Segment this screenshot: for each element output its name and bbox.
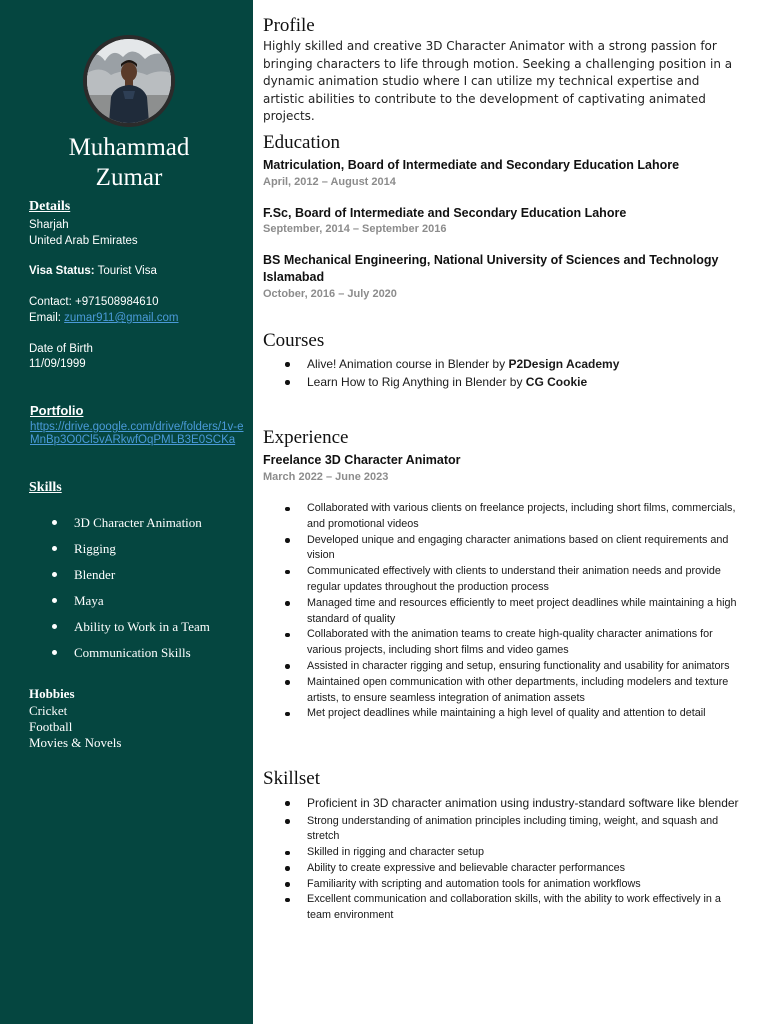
course-org: CG Cookie <box>525 375 588 389</box>
skill-item <box>52 618 210 644</box>
experience-bullet <box>285 675 740 707</box>
experience-heading: Experience <box>263 427 349 448</box>
email-link[interactable]: zumar911@gmail.com <box>64 312 179 324</box>
experience-bullet <box>285 501 740 533</box>
experience-bullet-text: Managed time and resources efficiently to meet project deadlines while maintaining a high standard of quality <box>307 596 737 625</box>
skillset-text: Ability to create expressive and believable character performances <box>307 861 626 874</box>
skillset-text: Excellent communication and collaboration skills, with the ability to work effectively in a team environment <box>307 893 721 922</box>
experience-bullet-text: Developed unique and engaging character animations based on client requirements and vision <box>307 533 729 562</box>
details-city: Sharjah <box>29 219 69 231</box>
bullet-icon <box>52 598 57 603</box>
bullet-icon <box>285 866 290 871</box>
skillset-text: Familiarity with scripting and automation tools for animation workflows <box>307 877 641 890</box>
bullet-icon <box>285 664 290 669</box>
skill-label: Maya <box>74 593 104 608</box>
bullet-icon <box>285 538 290 543</box>
hobby-item: Cricket <box>29 703 68 718</box>
experience-role: Freelance 3D Character Animator <box>263 453 461 467</box>
bullet-icon <box>52 572 57 577</box>
skill-label: Communication Skills <box>74 645 191 660</box>
course-text: Learn How to Rig Anything in Blender by <box>307 375 526 389</box>
skill-label: Ability to Work in a Team <box>74 619 210 634</box>
bullet-icon <box>285 801 290 806</box>
skillset-item <box>285 892 740 924</box>
visa-status <box>29 264 157 280</box>
experience-bullet-text: Communicated effectively with clients to understand their animation needs and provide regular updates throughout the production process <box>307 565 721 593</box>
experience-bullet-text: Maintained open communication with other departments, including modelers and texture artists, to ensure seamless integration of animation assets <box>307 675 729 704</box>
experience-bullet <box>285 706 740 722</box>
candidate-name <box>0 133 258 193</box>
profile-photo <box>87 39 171 123</box>
skillset-heading: Skillset <box>263 768 321 789</box>
skill-label: Rigging <box>74 541 116 556</box>
portfolio-heading: Portfolio <box>30 403 84 418</box>
skills-list <box>52 514 210 670</box>
skillset-item <box>285 814 740 846</box>
sidebar <box>0 0 253 1024</box>
bullet-icon <box>52 650 57 655</box>
experience-bullet-text: Collaborated with the animation teams to create high-quality character animations for various projects, including short films and video games <box>307 628 713 657</box>
experience-bullets <box>285 501 740 722</box>
bullet-icon <box>285 633 290 638</box>
experience-bullet-text: Met project deadlines while maintaining a high level of quality and attention to detail <box>307 707 706 720</box>
experience-bullet-text: Collaborated with various clients on freelance projects, including short films, commercials, and promotional videos <box>307 502 736 530</box>
profile-summary: Highly skilled and creative 3D Character Animator with a strong passion for bringing characters to life through motion. Seeking a challenging position in a dynamic animation studio where I can utilize my technical expertise and artistic abilities to contribute to the development of captivating animated projects. <box>263 39 733 123</box>
bullet-icon <box>285 601 290 606</box>
skillset-text: Strong understanding of animation principles including timing, weight, and squash and stretch <box>307 814 719 843</box>
bullet-icon <box>285 712 290 717</box>
bullet-icon <box>285 380 290 385</box>
contact-email <box>29 311 179 327</box>
portfolio-link[interactable]: https://drive.google.com/drive/folders/1v-eMnBp3O0Cl5vARkwfOqPMLB3E0SCKa <box>30 421 244 446</box>
course-org: P2Design Academy <box>508 357 620 371</box>
bullet-icon <box>52 624 57 629</box>
skillset-item <box>285 795 740 812</box>
bullet-icon <box>285 507 290 512</box>
bullet-icon <box>285 362 290 367</box>
course-text: Alive! Animation course in Blender by <box>307 357 509 371</box>
education-heading: Education <box>263 132 341 153</box>
dob-label: Date of Birth <box>29 343 93 355</box>
skills-heading: Skills <box>29 480 62 495</box>
visa-value: Tourist Visa <box>97 265 157 277</box>
education-item-title: F.Sc, Board of Intermediate and Secondary Education Lahore <box>263 206 627 220</box>
skillset-list <box>285 795 740 924</box>
skillset-item <box>285 877 740 893</box>
name-last: Zumar <box>95 164 163 191</box>
contact-phone: Contact: +971508984610 <box>29 296 159 308</box>
experience-bullet <box>285 659 740 675</box>
details-country: United Arab Emirates <box>29 235 138 247</box>
experience-bullet <box>285 564 740 596</box>
skillset-item <box>285 845 740 861</box>
experience-bullet-text: Assisted in character rigging and setup, ensuring functionality and usability for animators <box>307 659 730 672</box>
bullet-icon <box>285 680 290 685</box>
bullet-icon <box>285 851 290 856</box>
skill-item <box>52 540 210 566</box>
bullet-icon <box>52 520 57 525</box>
experience-bullet <box>285 596 740 628</box>
bullet-icon <box>285 570 290 575</box>
dob-value: 11/09/1999 <box>29 358 86 370</box>
hobbies-list <box>29 703 121 751</box>
skill-item <box>52 592 210 618</box>
skill-label: Blender <box>74 567 116 582</box>
experience-bullet <box>285 533 740 565</box>
name-first: Muhammad <box>68 134 190 161</box>
experience-bullet <box>285 627 740 659</box>
profile-heading: Profile <box>263 15 315 36</box>
skill-item <box>52 644 210 670</box>
skillset-text: Proficient in 3D character animation using industry-standard software like blender <box>307 796 739 810</box>
hobbies-heading: Hobbies <box>29 686 75 701</box>
skill-item <box>52 514 210 540</box>
email-label: Email: <box>29 312 61 324</box>
education-item-date: April, 2012 – August 2014 <box>263 176 396 188</box>
education-item-title: Matriculation, Board of Intermediate and Secondary Education Lahore <box>263 158 680 172</box>
avatar <box>83 35 175 127</box>
courses-heading: Courses <box>263 330 325 351</box>
hobby-item: Football <box>29 719 73 734</box>
education-item-date: October, 2016 – July 2020 <box>263 288 397 300</box>
visa-label: Visa Status: <box>29 265 95 277</box>
experience-date: March 2022 – June 2023 <box>263 471 389 483</box>
bullet-icon <box>285 882 290 887</box>
courses-list <box>285 355 619 391</box>
hobby-item: Movies & Novels <box>29 735 122 750</box>
bullet-icon <box>285 819 290 824</box>
details-heading: Details <box>29 199 71 214</box>
bullet-icon <box>52 546 57 551</box>
course-item <box>285 355 619 373</box>
course-item <box>285 373 619 391</box>
bullet-icon <box>285 898 290 903</box>
skill-label: 3D Character Animation <box>74 515 202 530</box>
education-item-date: September, 2014 – September 2016 <box>263 223 447 235</box>
skill-item <box>52 566 210 592</box>
skillset-text: Skilled in rigging and character setup <box>307 846 485 859</box>
skillset-item <box>285 861 740 877</box>
education-item-title: BS Mechanical Engineering, National University of Sciences and Technology Islamabad <box>263 253 719 284</box>
